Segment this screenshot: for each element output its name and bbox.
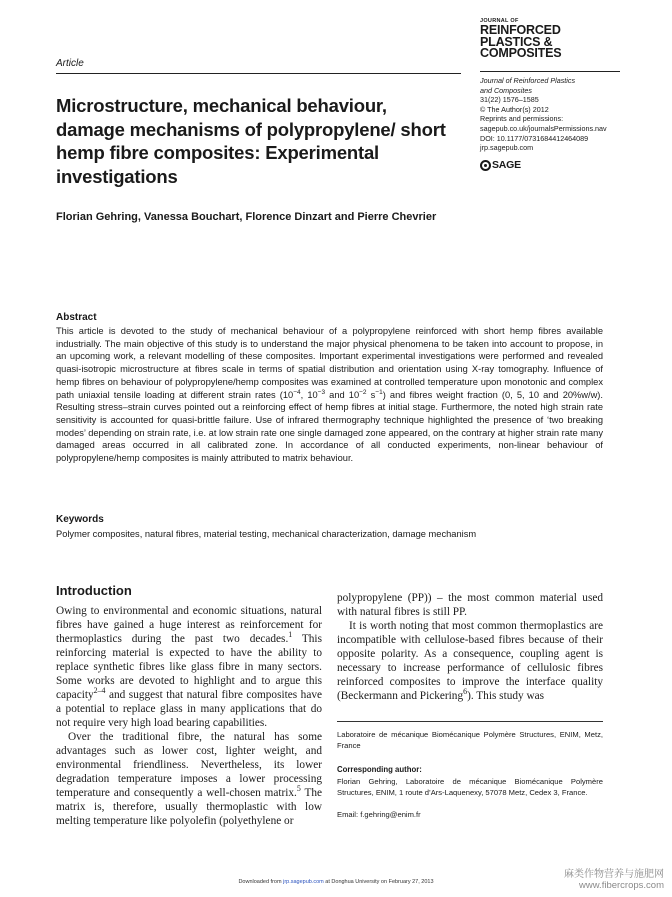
site-watermark bbox=[564, 869, 664, 891]
author-list: Florian Gehring, Vanessa Bouchart, Florence Dinzart and Pierre Chevrier bbox=[56, 211, 437, 223]
sage-mark-icon bbox=[480, 160, 491, 171]
permissions-link[interactable]: sagepub.co.uk/journalsPermissions.nav bbox=[480, 123, 607, 133]
citation[interactable]: 5 bbox=[296, 784, 301, 794]
reprints-label: Reprints and permissions: bbox=[480, 114, 564, 124]
watermark-url: www.fibercrops.com bbox=[579, 880, 664, 891]
journal-name-cont: and Composites bbox=[480, 85, 532, 95]
journal-name: Journal of Reinforced Plastics bbox=[480, 76, 576, 85]
introduction-heading: Introduction bbox=[56, 583, 132, 598]
header-divider bbox=[56, 73, 461, 74]
citation[interactable]: 1 bbox=[288, 630, 293, 640]
body-column-left bbox=[56, 604, 322, 828]
journal-logo-line: COMPOSITES bbox=[480, 46, 562, 60]
journal-volume: 31(22) 1576–1585 bbox=[480, 95, 539, 105]
paragraph: It is worth noting that most common thermoplastics are incompatible with cellulose-based fibres because of their opposite polarity. As a consequence, coupling agent is necessary to increase performance of cellulosic fibres reinforced composites to improve the interface quality (Beckermann and Pickering$^6$). This study was bbox=[337, 620, 603, 702]
publisher-logo bbox=[480, 159, 521, 171]
article-type-label: Article bbox=[56, 58, 84, 69]
abstract-heading: Abstract bbox=[56, 312, 97, 323]
journal-logo-line: PLASTICS & bbox=[480, 34, 553, 49]
corresponding-author-address: Florian Gehring, Laboratoire de mécanique Biomécanique Polymère Structures, ENIM, 1 route d’Ars-Laquenexy, 57078 Metz, Cedex 3, France. bbox=[337, 777, 603, 798]
corresponding-author-heading: Corresponding author: bbox=[337, 765, 422, 774]
journal-logo bbox=[480, 18, 620, 60]
keywords-text: Polymer composites, natural fibres, material testing, mechanical characterization, damage mechanism bbox=[56, 529, 477, 539]
publisher-name: SAGE bbox=[492, 159, 521, 171]
doi[interactable]: DOI: 10.1177/0731684412464089 bbox=[480, 133, 589, 143]
publication-info bbox=[480, 76, 660, 153]
paragraph: polypropylene (PP)) – the most common material used with natural fibres is still PP. bbox=[337, 592, 603, 618]
body-column-right bbox=[337, 591, 603, 703]
journal-logo-divider bbox=[480, 71, 620, 72]
journal-logo-prefix: JOURNAL OF bbox=[480, 18, 519, 24]
citation[interactable]: 6 bbox=[463, 687, 468, 697]
copyright-notice: © The Author(s) 2012 bbox=[480, 104, 549, 114]
download-source-link[interactable]: jrp.sagepub.com bbox=[283, 879, 324, 885]
author-email[interactable]: Email: f.gehring@enim.fr bbox=[337, 810, 421, 819]
affiliation: Laboratoire de mécanique Biomécanique Polymère Structures, ENIM, Metz, France bbox=[337, 730, 603, 751]
abstract-text: This article is devoted to the study of mechanical behaviour of a polypropylene reinforced with short hemp fibres available industrially. The main objective of this study is to understand the major physical phenomena to be taken into account to propose, in an upcoming work, a relevant modelling of these composites. Important experimental investigations were performed and revealed quasi-isotropic microstructure at fibres scale in terms of spatial distribution and orientation using X-ray tomography. Influence of hemp fibres on behaviour of polypropylene/hemp composites was examined at controlled temperature upon monotonic and complex path uniaxial tensile loading at different strain rates ($10^{-4}$, $10^{-3}$ and $10^{-2}$ $s^{-1}$) and fibres weight fraction (0, 5, 10 and 20%w/w). Resulting stress–strain curves pointed out a reinforcing effect of hemp fibres at initial stage. Furthermore, the noted high strain rate sensitivity is accounted for quasi-brittle failure. Use of infrared thermography technique highlighted the presence of ‘two breaking modes’ depending on strain rate, i.e. at low strain rate one single damaged zone appeared, on the contrary at higher strain rate many damaged areas occurred in all calibrated zone. In accordance of all conducted experiments, non-linear behaviour of polypropylene/hemp composites is mainly attributed to matrix behaviour. bbox=[56, 326, 603, 464]
watermark-title: 麻类作物营养与施肥网 bbox=[564, 869, 664, 880]
paper-title: Microstructure, mechanical behaviour, damage mechanisms of polypropylene/ short hemp fibre composites: Experimental investigations bbox=[56, 95, 446, 187]
download-notice: Downloaded from jrp.sagepub.com at Donghua University on February 27, 2013 bbox=[238, 879, 434, 885]
journal-site-link[interactable]: jrp.sagepub.com bbox=[480, 143, 534, 153]
keywords-heading: Keywords bbox=[56, 514, 104, 525]
citation[interactable]: 2–4 bbox=[93, 686, 106, 696]
journal-logo-line: REINFORCED bbox=[480, 23, 561, 37]
paragraph: Over the traditional fibre, the natural has some advantages such as lower cost, lighter weight, and environmental friendliness. Nevertheless, its lower degradation temperature imposes a lower processing temperature and consequently a well-chosen matrix.$^5$ The matrix is, therefore, usually thermoplastic with low melting temperature like polyolefin (polyethylene or bbox=[56, 731, 323, 827]
footnote-divider bbox=[337, 721, 603, 722]
paragraph: Owing to environmental and economic situations, natural fibres have gained a huge interest as reinforcement for thermoplastics during the past two decades.$^1$ This reinforcing material is expected to have the ability to replace synthetic fibres like glass fibre in many sectors. Some works are devoted to highlight and to argue this capacity$^{2-4}$ and suggest that natural fibre composites have a potential to replace glass in many applications that do not require very high load bearing capabilities. bbox=[56, 605, 322, 729]
